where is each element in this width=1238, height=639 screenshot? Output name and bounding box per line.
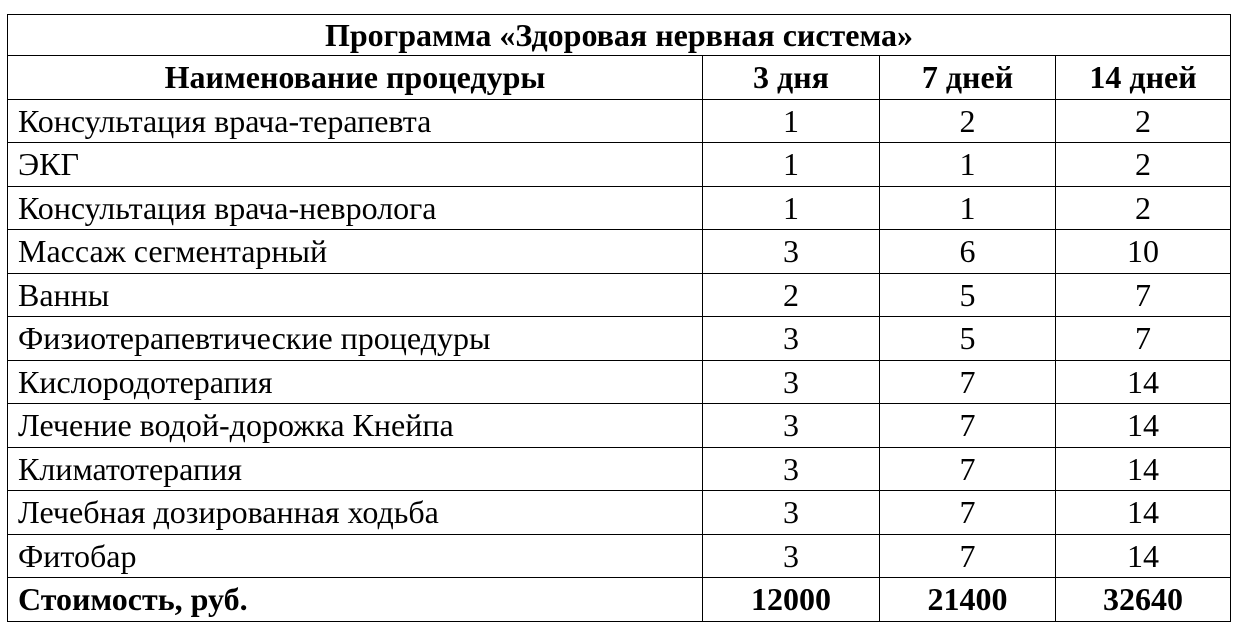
table-row xyxy=(8,230,1231,274)
procedure-name: Кислородотерапия xyxy=(8,360,703,404)
count-3-days: 1 xyxy=(703,186,880,230)
table-row xyxy=(8,143,1231,187)
count-7-days: 7 xyxy=(880,360,1056,404)
total-row xyxy=(8,578,1231,622)
procedure-name: Фитобар xyxy=(8,534,703,578)
count-3-days: 3 xyxy=(703,360,880,404)
count-7-days: 7 xyxy=(880,447,1056,491)
count-14-days: 2 xyxy=(1056,99,1231,143)
count-14-days: 7 xyxy=(1056,317,1231,361)
count-14-days: 14 xyxy=(1056,404,1231,448)
table-row xyxy=(8,491,1231,535)
total-3-days: 12000 xyxy=(703,578,880,622)
table-row xyxy=(8,317,1231,361)
table-row xyxy=(8,360,1231,404)
count-7-days: 2 xyxy=(880,99,1056,143)
program-table xyxy=(7,14,1231,622)
procedure-name: ЭКГ xyxy=(8,143,703,187)
procedure-name: Консультация врача-терапевта xyxy=(8,99,703,143)
table-row xyxy=(8,273,1231,317)
count-7-days: 5 xyxy=(880,273,1056,317)
count-14-days: 14 xyxy=(1056,534,1231,578)
count-3-days: 3 xyxy=(703,317,880,361)
header-14-days: 14 дней xyxy=(1056,56,1231,100)
total-label: Стоимость, руб. xyxy=(8,578,703,622)
count-3-days: 3 xyxy=(703,404,880,448)
count-3-days: 3 xyxy=(703,230,880,274)
count-14-days: 14 xyxy=(1056,447,1231,491)
procedure-name: Лечебная дозированная ходьба xyxy=(8,491,703,535)
count-3-days: 3 xyxy=(703,491,880,535)
procedure-name: Лечение водой-дорожка Кнейпа xyxy=(8,404,703,448)
count-7-days: 5 xyxy=(880,317,1056,361)
count-3-days: 3 xyxy=(703,534,880,578)
count-7-days: 7 xyxy=(880,534,1056,578)
table-row xyxy=(8,186,1231,230)
count-14-days: 7 xyxy=(1056,273,1231,317)
count-7-days: 7 xyxy=(880,491,1056,535)
count-14-days: 10 xyxy=(1056,230,1231,274)
procedure-name: Ванны xyxy=(8,273,703,317)
count-14-days: 2 xyxy=(1056,186,1231,230)
count-14-days: 14 xyxy=(1056,360,1231,404)
table-title: Программа «Здоровая нервная система» xyxy=(8,15,1231,56)
count-7-days: 7 xyxy=(880,404,1056,448)
table-row xyxy=(8,404,1231,448)
procedure-name: Климатотерапия xyxy=(8,447,703,491)
table-row xyxy=(8,99,1231,143)
table-row xyxy=(8,447,1231,491)
total-7-days: 21400 xyxy=(880,578,1056,622)
header-3-days: 3 дня xyxy=(703,56,880,100)
title-row xyxy=(8,15,1231,56)
procedure-name: Массаж сегментарный xyxy=(8,230,703,274)
count-7-days: 6 xyxy=(880,230,1056,274)
count-7-days: 1 xyxy=(880,143,1056,187)
procedure-name: Физиотерапевтические процедуры xyxy=(8,317,703,361)
count-14-days: 14 xyxy=(1056,491,1231,535)
header-7-days: 7 дней xyxy=(880,56,1056,100)
header-row xyxy=(8,56,1231,100)
count-3-days: 3 xyxy=(703,447,880,491)
table-row xyxy=(8,534,1231,578)
count-3-days: 2 xyxy=(703,273,880,317)
count-14-days: 2 xyxy=(1056,143,1231,187)
procedure-name: Консультация врача-невролога xyxy=(8,186,703,230)
count-3-days: 1 xyxy=(703,143,880,187)
header-procedure: Наименование процедуры xyxy=(8,56,703,100)
count-3-days: 1 xyxy=(703,99,880,143)
total-14-days: 32640 xyxy=(1056,578,1231,622)
count-7-days: 1 xyxy=(880,186,1056,230)
